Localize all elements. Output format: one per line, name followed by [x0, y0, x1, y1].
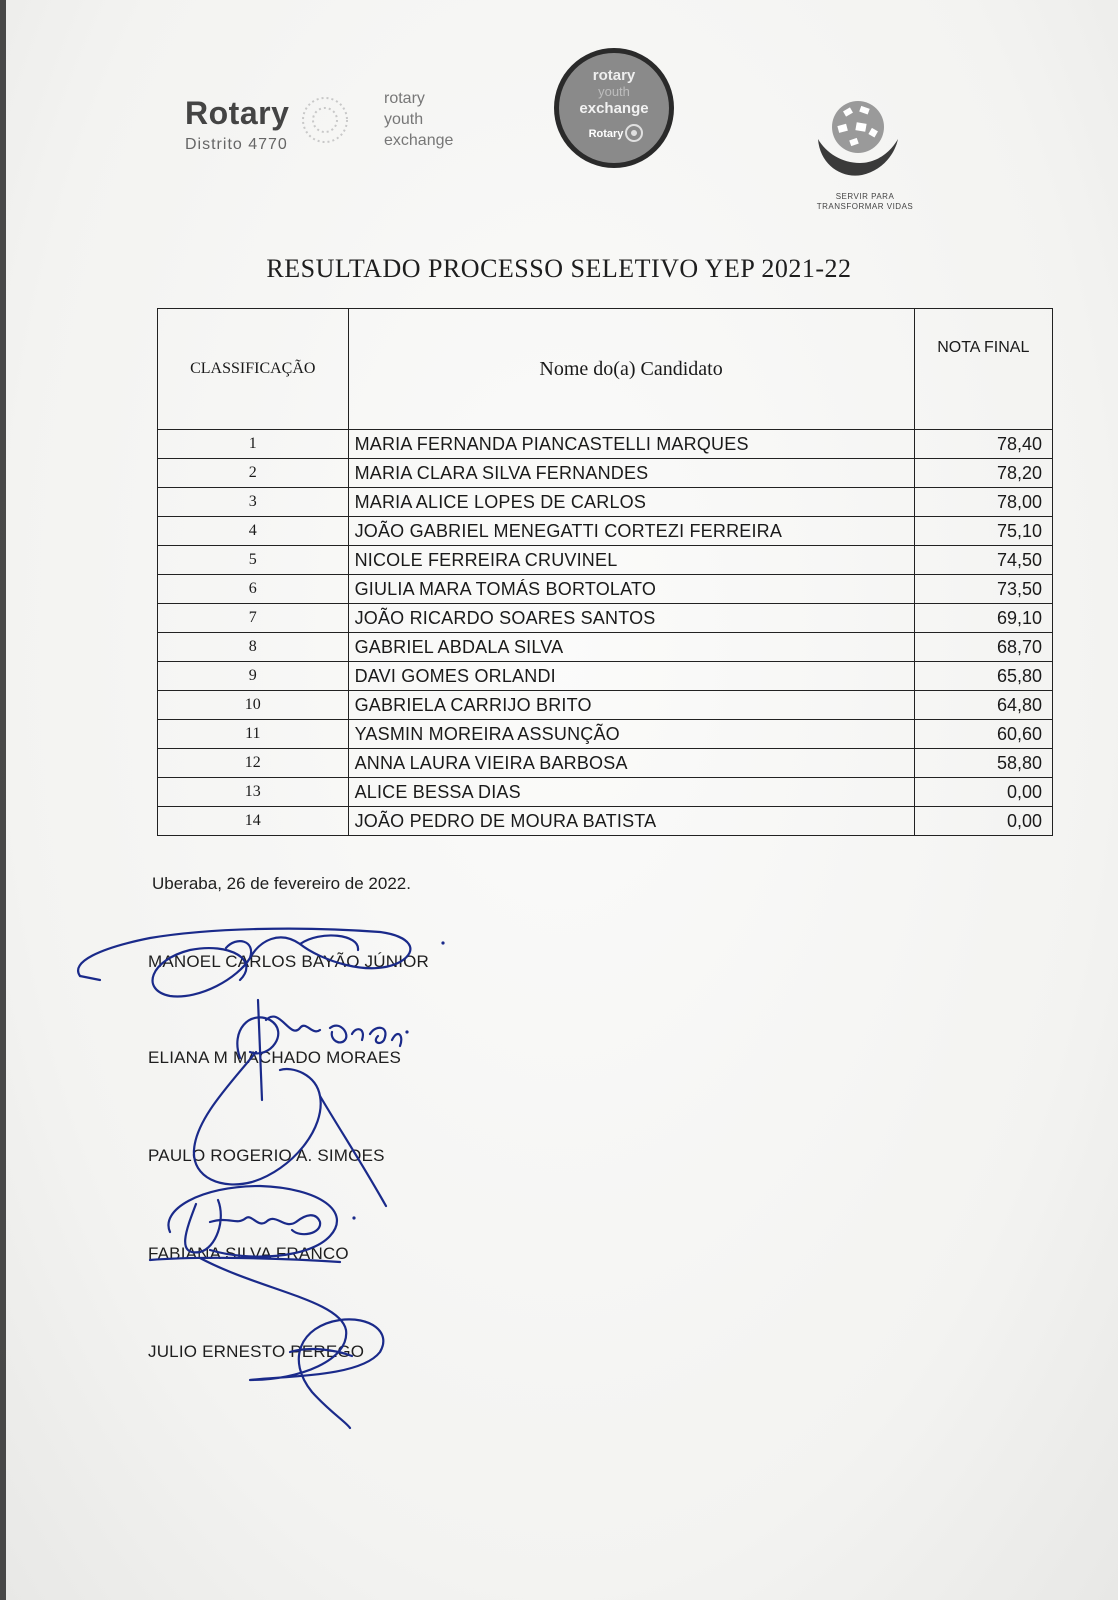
grade-cell: 0,00 [914, 807, 1052, 836]
rank-cell: 7 [158, 604, 349, 633]
rank-cell: 14 [158, 807, 349, 836]
rank-cell: 6 [158, 575, 349, 604]
rye-wordmark [384, 88, 453, 151]
table-row [158, 488, 1053, 517]
serve-line: SERVIR PARA [835, 192, 895, 201]
table-body [158, 430, 1053, 836]
rye-badge-logo [552, 46, 676, 170]
grade-cell: 75,10 [914, 517, 1052, 546]
header-rank: CLASSIFICAÇÃO [158, 309, 349, 430]
rank-cell: 5 [158, 546, 349, 575]
district-label: Distrito 4770 [185, 136, 288, 153]
rye-line: rotary [384, 90, 425, 107]
table-row [158, 778, 1053, 807]
grade-cell: 58,80 [914, 749, 1052, 778]
name-cell: ANNA LAURA VIEIRA BARBOSA [348, 749, 914, 778]
table-row [158, 517, 1053, 546]
grade-cell: 78,00 [914, 488, 1052, 517]
name-cell: NICOLE FERREIRA CRUVINEL [348, 546, 914, 575]
badge-line: rotary [592, 67, 636, 84]
rye-line: youth [384, 111, 424, 128]
rank-cell: 12 [158, 749, 349, 778]
place-date: Uberaba, 26 de fevereiro de 2022. [152, 874, 411, 893]
grade-cell: 68,70 [914, 633, 1052, 662]
grade-cell: 74,50 [914, 546, 1052, 575]
badge-line: exchange [579, 100, 649, 117]
grade-cell: 60,60 [914, 720, 1052, 749]
table-row [158, 459, 1053, 488]
table-row [158, 633, 1053, 662]
rank-cell: 11 [158, 720, 349, 749]
signer-name: PAULO ROGERIO A. SIMOES [148, 1146, 385, 1165]
name-cell: JOÃO PEDRO DE MOURA BATISTA [348, 807, 914, 836]
signer-name: JULIO ERNESTO PEREGO [148, 1342, 365, 1361]
serve-globe-hands-logo [812, 95, 902, 185]
signer-name: ELIANA M MACHADO MORAES [148, 1048, 402, 1067]
rotary-wheel-icon [290, 90, 360, 150]
grade-cell: 73,50 [914, 575, 1052, 604]
rank-cell: 9 [158, 662, 349, 691]
rotary-wordmark: Rotary [185, 95, 290, 131]
rank-cell: 8 [158, 633, 349, 662]
name-cell: MARIA CLARA SILVA FERNANDES [348, 459, 914, 488]
table-row [158, 604, 1053, 633]
name-cell: ALICE BESSA DIAS [348, 778, 914, 807]
header-grade: NOTA FINAL [914, 309, 1052, 430]
grade-cell: 0,00 [914, 778, 1052, 807]
document-title: RESULTADO PROCESSO SELETIVO YEP 2021-22 [266, 254, 852, 283]
rank-cell: 4 [158, 517, 349, 546]
name-cell: GABRIEL ABDALA SILVA [348, 633, 914, 662]
grade-cell: 64,80 [914, 691, 1052, 720]
table-row [158, 749, 1053, 778]
rank-cell: 1 [158, 430, 349, 459]
table-row [158, 720, 1053, 749]
signer-name: FABIANA SILVA FRANCO [148, 1244, 349, 1263]
table-row [158, 691, 1053, 720]
rank-cell: 3 [158, 488, 349, 517]
name-cell: GABRIELA CARRIJO BRITO [348, 691, 914, 720]
rank-cell: 2 [158, 459, 349, 488]
scan-edge [0, 0, 6, 1600]
table-row [158, 430, 1053, 459]
signer-name: MANOEL CARLOS BAYÃO JÚNIOR [148, 952, 430, 971]
results-table [157, 308, 1053, 836]
serve-tagline [800, 192, 930, 212]
name-cell: GIULIA MARA TOMÁS BORTOLATO [348, 575, 914, 604]
serve-line: TRANSFORMAR VIDAS [816, 202, 914, 211]
name-cell: MARIA FERNANDA PIANCASTELLI MARQUES [348, 430, 914, 459]
table-row [158, 662, 1053, 691]
grade-cell: 65,80 [914, 662, 1052, 691]
name-cell: YASMIN MOREIRA ASSUNÇÃO [348, 720, 914, 749]
rye-line: exchange [384, 132, 454, 149]
name-cell: MARIA ALICE LOPES DE CARLOS [348, 488, 914, 517]
signature-stroke [80, 976, 100, 980]
name-cell: JOÃO GABRIEL MENEGATTI CORTEZI FERREIRA [348, 517, 914, 546]
badge-line: youth [598, 84, 630, 99]
header-name: Nome do(a) Candidato [348, 309, 914, 430]
table-header-row [158, 309, 1053, 430]
grade-cell: 78,20 [914, 459, 1052, 488]
table-row [158, 575, 1053, 604]
grade-cell: 78,40 [914, 430, 1052, 459]
rank-cell: 13 [158, 778, 349, 807]
name-cell: DAVI GOMES ORLANDI [348, 662, 914, 691]
rotary-logo [185, 95, 289, 154]
rank-cell: 10 [158, 691, 349, 720]
name-cell: JOÃO RICARDO SOARES SANTOS [348, 604, 914, 633]
table-row [158, 546, 1053, 575]
table-row [158, 807, 1053, 836]
badge-line: Rotary [588, 128, 624, 140]
grade-cell: 69,10 [914, 604, 1052, 633]
